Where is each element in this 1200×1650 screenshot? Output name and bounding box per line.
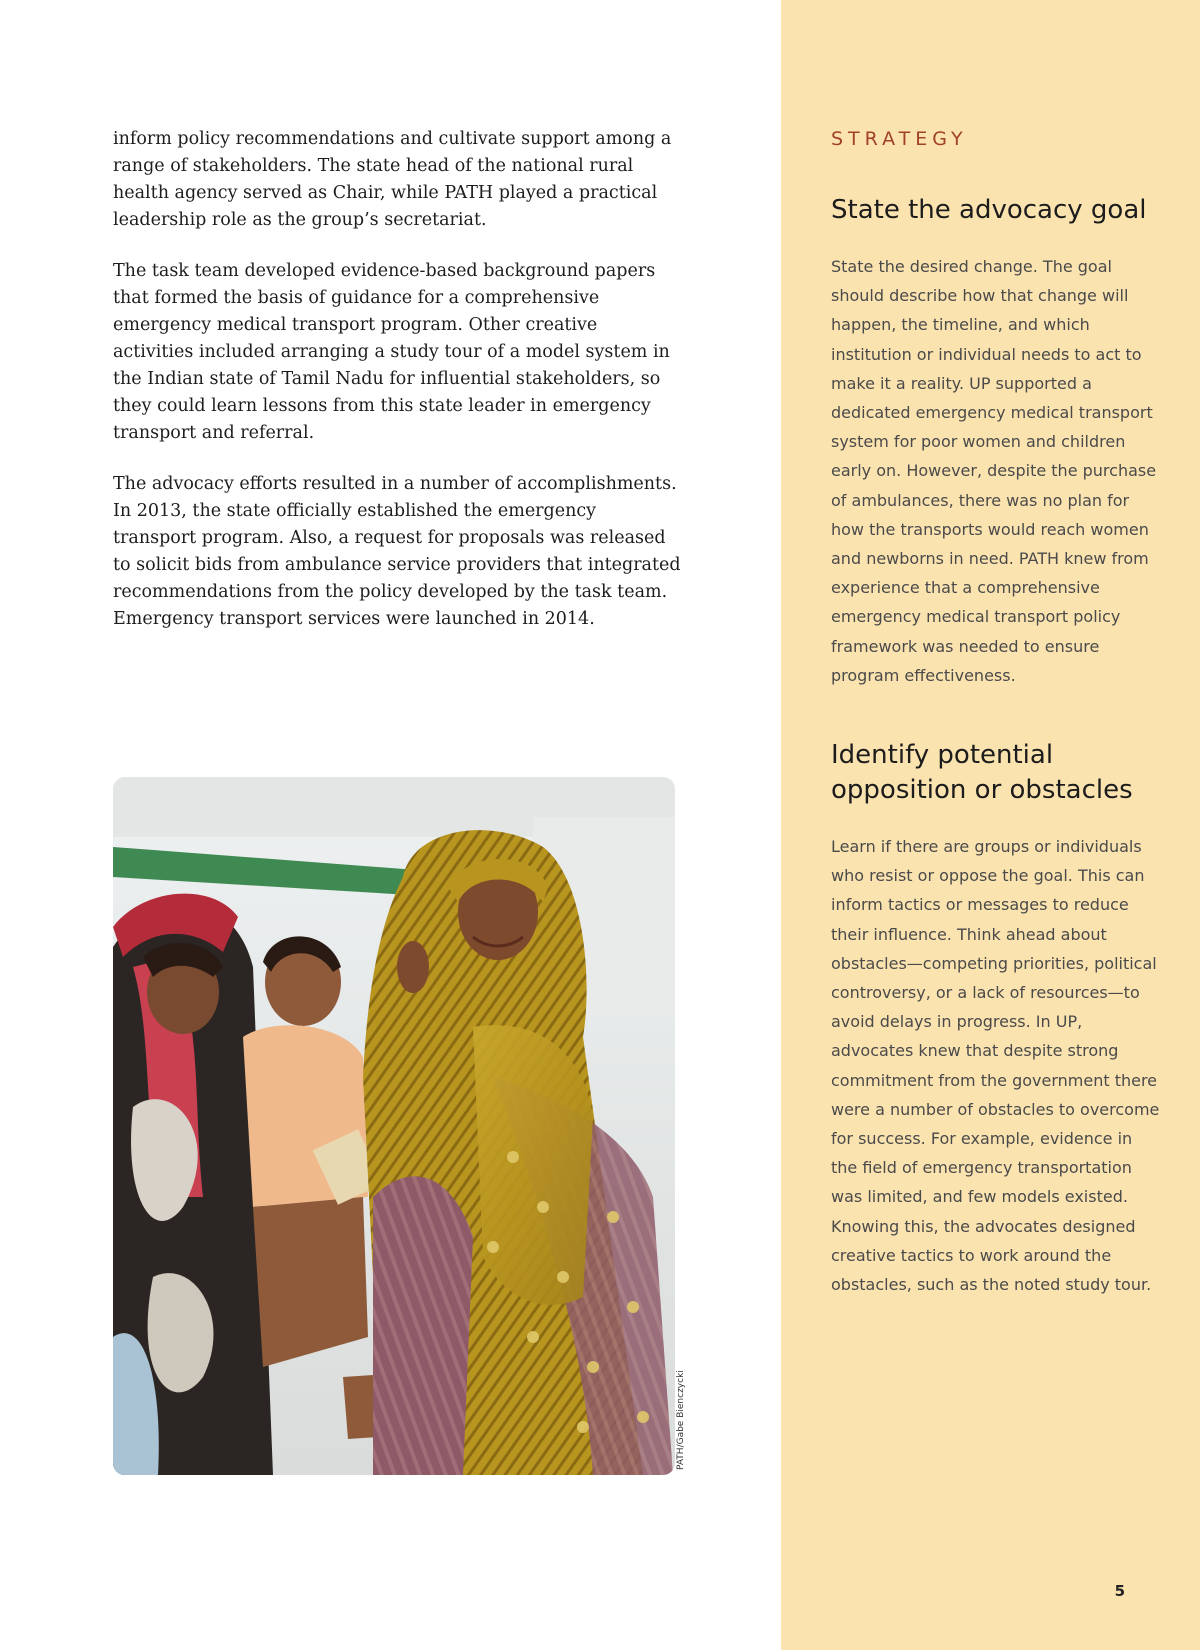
sidebar-body-obstacles: Learn if there are groups or individuals who resist or oppose the goal. This can inform tactics or messages to reduce their influence. Think ahead about obstacles—competing priorities, political controversy, or a lack of resources—to avoid delays in progress. In UP, advocates knew that despite strong commitment from the government there were a number of obstacles to overcome for success. For example, evidence in the field of emergency transportation was limited, and few models existed. Knowing this, the advocates designed creative tactics to work around the obstacles, such as the noted study tour.: [831, 837, 1160, 1295]
sidebar-heading-advocacy-goal: State the advocacy goal: [831, 195, 1147, 225]
photo-illustration: [113, 777, 675, 1475]
body-paragraph-2: The task team developed evidence-based background papers that formed the basis of guidance for a comprehensive emergency medical transport program. Other creative activities included arranging a study tour of a model system in the Indian state of Tamil Nadu for influential stakeholders, so they could learn lessons from this state leader in emergency transport and referral.: [113, 261, 670, 443]
strategy-sidebar: [781, 0, 1200, 1650]
body-paragraph-1: inform policy recommendations and cultivate support among a range of stakeholders. The state head of the national rural health agency served as Chair, while PATH played a practical leadership role as the group’s secretariat.: [113, 129, 672, 230]
sidebar-heading-obstacles: Identify potential opposition or obstacles: [831, 740, 1133, 806]
photo-credit: PATH/Gabe Bienczycki: [676, 1370, 686, 1470]
page-number: 5: [1114, 1582, 1125, 1600]
sidebar-body-advocacy-goal: State the desired change. The goal should describe how that change will happen, the timeline, and which institution or individual needs to act to make it a reality. UP supported a dedicated emergency medical transport system for poor women and children early on. However, despite the purchase of ambulances, there was no plan for how the transports would reach women and newborns in need. PATH knew from experience that a comprehensive emergency medical transport policy framework was needed to ensure program effectiveness.: [831, 257, 1157, 685]
body-paragraph-3: The advocacy efforts resulted in a number of accomplishments. In 2013, the state officially established the emergency transport program. Also, a request for proposals was released to solicit bids from ambulance service providers that integrated recommendations from the policy developed by the task team. Emergency transport services were launched in 2014.: [113, 474, 681, 629]
main-column: [113, 126, 683, 657]
photo-women-and-child: [113, 777, 675, 1475]
sidebar-eyebrow: STRATEGY: [831, 128, 968, 150]
